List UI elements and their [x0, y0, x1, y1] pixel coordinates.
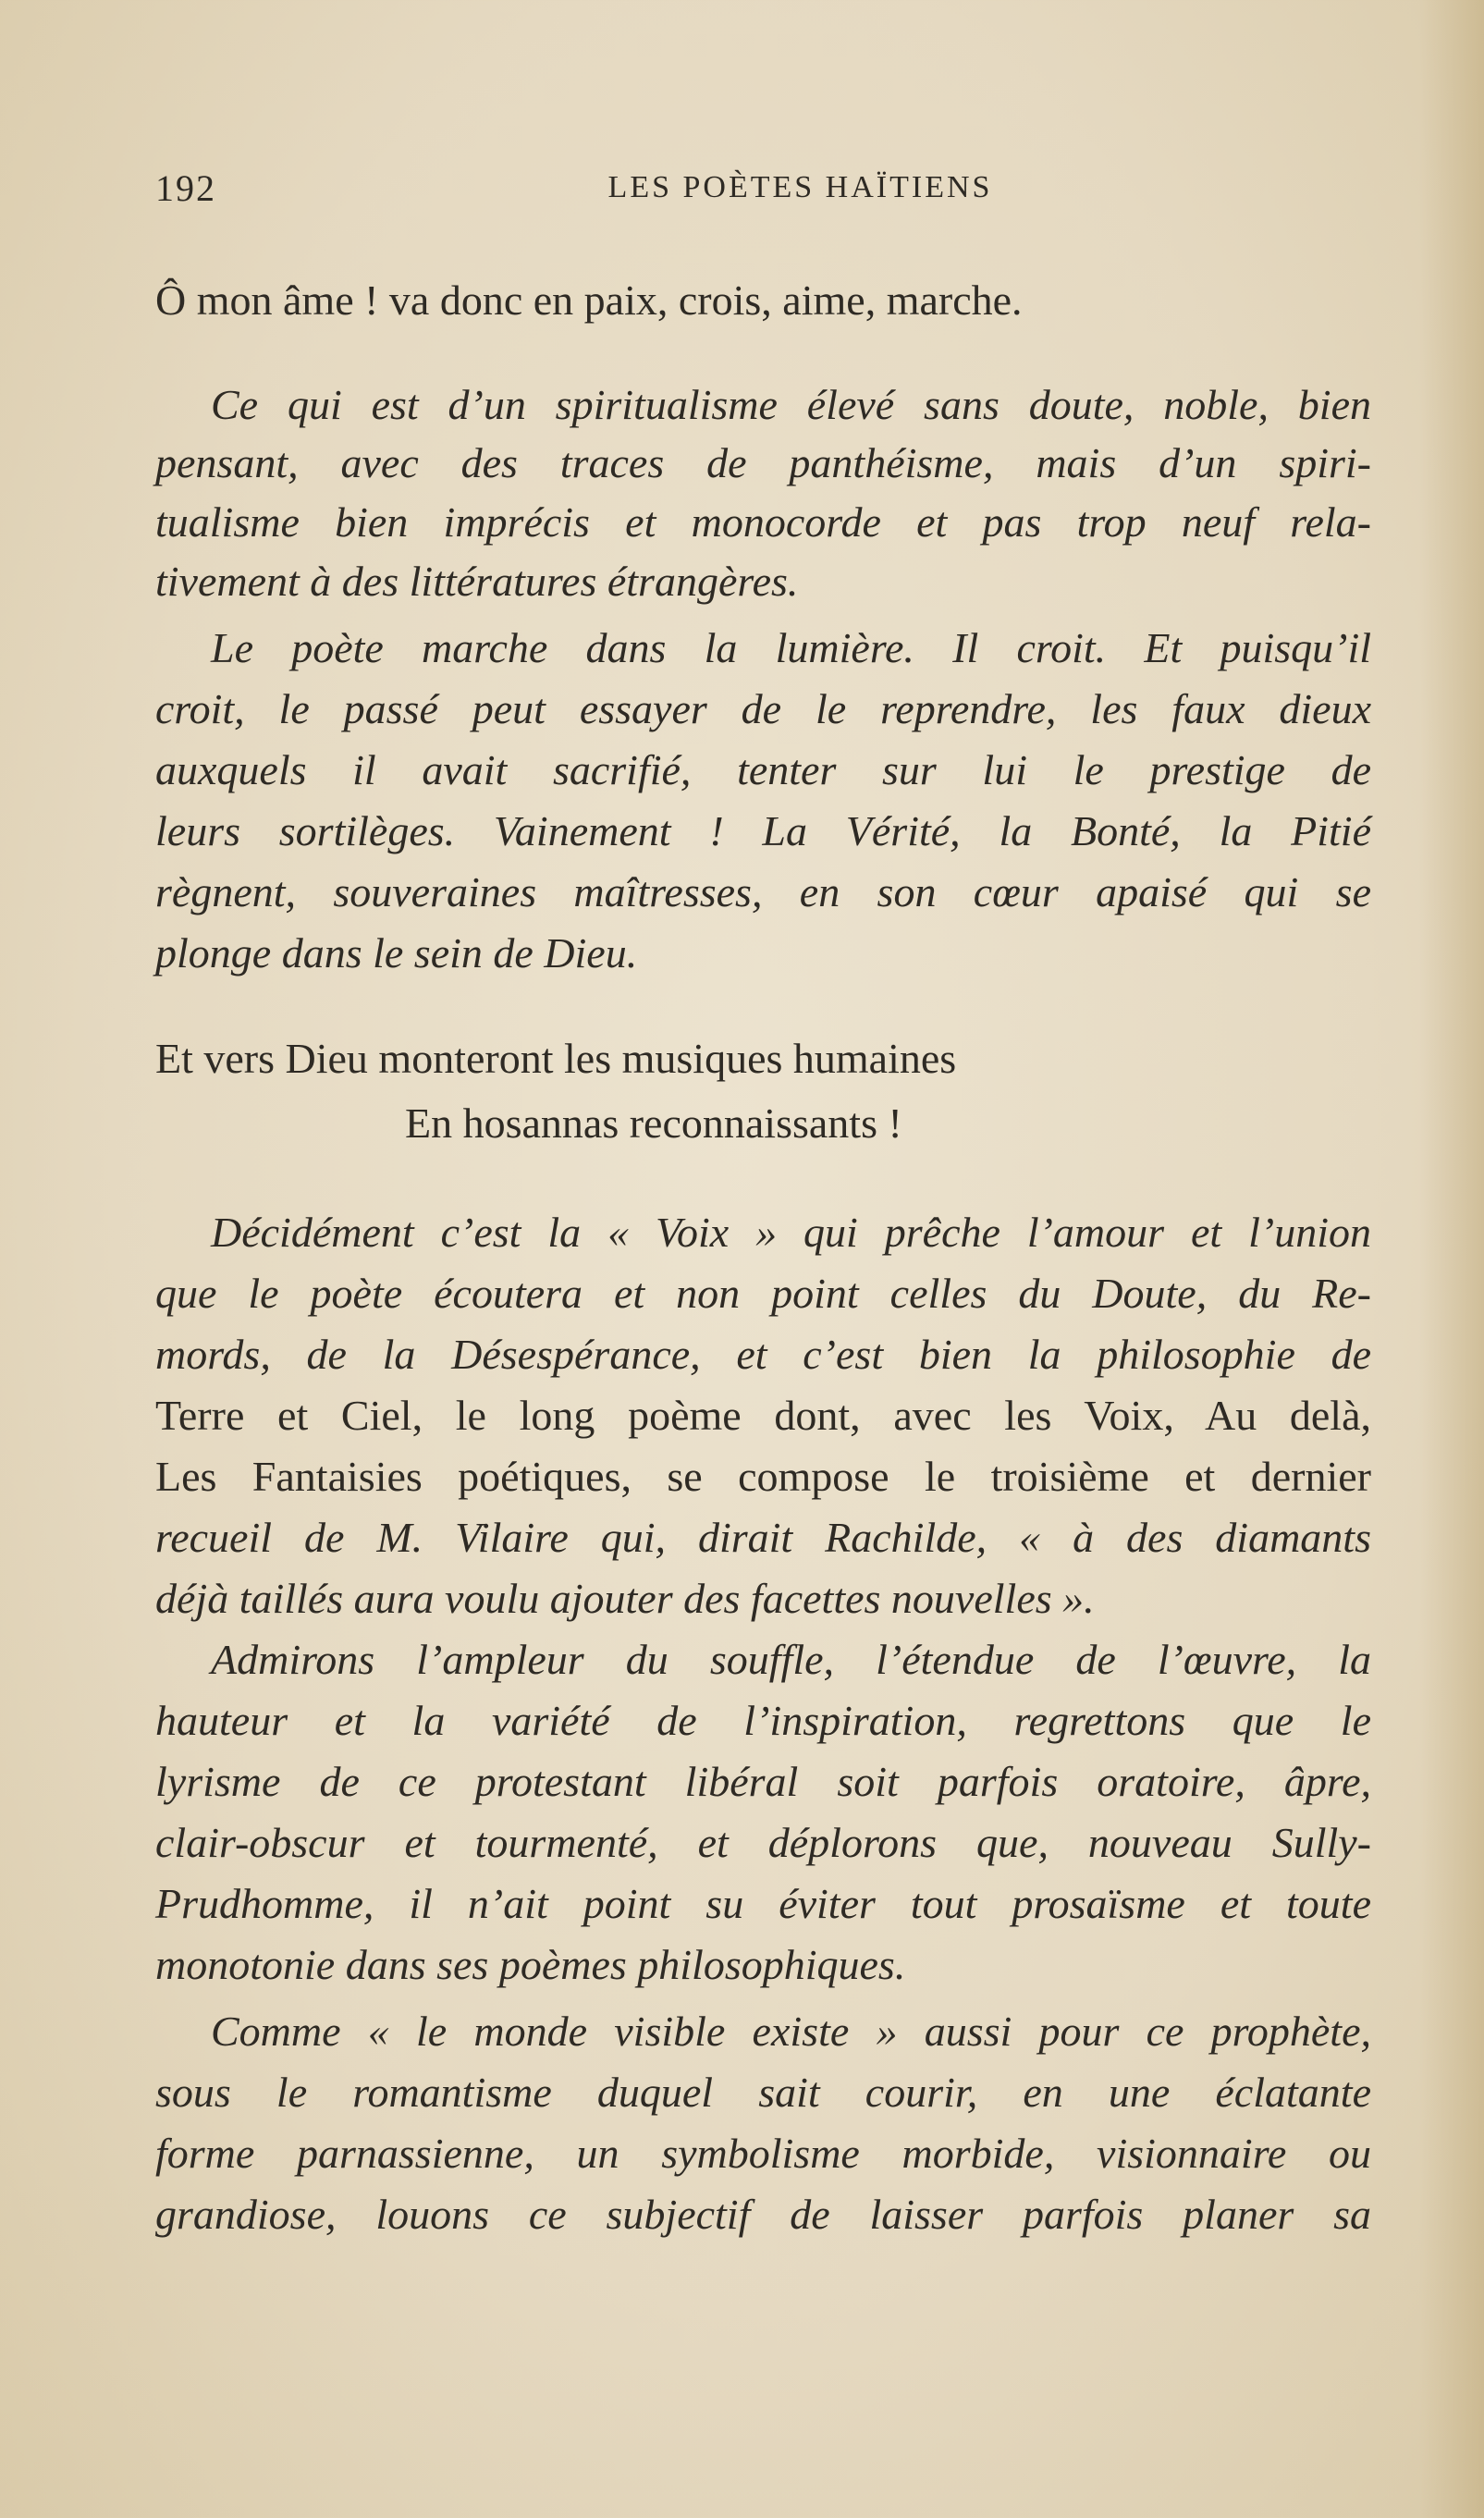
text-line: clair-obscur et tourmenté, et déplorons que, nouveau Sully-	[155, 1819, 1371, 1866]
page-number: 192	[155, 167, 216, 209]
text-line: Prudhomme, il n’ait point su éviter tout prosaïsme et toute	[155, 1880, 1371, 1927]
page-edge-shadow	[1419, 0, 1484, 2518]
running-title: LES POÈTES HAÏTIENS	[607, 170, 993, 204]
text-line: Terre et Ciel, le long poème dont, avec les Voix, Au delà,	[155, 1392, 1371, 1439]
text-line: plonge dans le sein de Dieu.	[155, 929, 638, 976]
text-line: lyrisme de ce protestant libéral soit parfois oratoire, âpre,	[155, 1758, 1371, 1805]
text-line: monotonie dans ses poèmes philosophiques.	[155, 1941, 906, 1988]
text-line: déjà taillés aura voulu ajouter des facettes nouvelles ».	[155, 1575, 1095, 1622]
text-line: grandiose, louons ce subjectif de laisser parfois planer sa	[155, 2191, 1371, 2238]
verse-line: Et vers Dieu monteront les musiques humaines	[155, 1035, 957, 1082]
text-line: Le poète marche dans la lumière. Il croit. Et puisqu’il	[211, 624, 1371, 671]
text-line: mords, de la Désespérance, et c’est bien la philosophie de	[155, 1331, 1371, 1378]
text-line: sous le romantisme duquel sait courir, en une éclatante	[155, 2069, 1371, 2116]
text-line: Les Fantaisies poétiques, se compose le troisième et dernier	[155, 1453, 1371, 1500]
text-line: auxquels il avait sacrifié, tenter sur lui le prestige de	[155, 746, 1371, 793]
text-line: Décidément c’est la « Voix » qui prêche l’amour et l’union	[211, 1209, 1371, 1256]
text-line: règnent, souveraines maîtresses, en son cœur apaisé qui se	[155, 868, 1371, 915]
text-line: tivement à des littératures étrangères.	[155, 558, 799, 605]
text-line: Comme « le monde visible existe » aussi pour ce prophète,	[211, 2008, 1371, 2055]
text-line: croit, le passé peut essayer de le reprendre, les faux dieux	[155, 685, 1371, 732]
verse-line: En hosannas reconnaissants !	[405, 1099, 902, 1147]
page-header	[155, 166, 1371, 222]
text-line: forme parnassienne, un symbolisme morbide, visionnaire ou	[155, 2130, 1371, 2177]
text-line: pensant, avec des traces de panthéisme, mais d’un spiri-	[155, 439, 1371, 486]
text-line: Ce qui est d’un spiritualisme élevé sans doute, noble, bien	[211, 381, 1371, 428]
text-line: leurs sortilèges. Vainement ! La Vérité, la Bonté, la Pitié	[155, 807, 1371, 854]
text-line: recueil de M. Vilaire qui, dirait Rachilde, « à des diamants	[155, 1514, 1371, 1561]
text-line: Ô mon âme ! va donc en paix, crois, aime, marche.	[155, 276, 1023, 324]
text-line: tualisme bien imprécis et monocorde et pas trop neuf rela-	[155, 498, 1371, 546]
text-line: hauteur et la variété de l’inspiration, regrettons que le	[155, 1697, 1371, 1744]
text-line: Admirons l’ampleur du souffle, l’étendue de l’œuvre, la	[211, 1636, 1371, 1683]
text-line: que le poète écoutera et non point celles du Doute, du Re-	[155, 1270, 1371, 1317]
